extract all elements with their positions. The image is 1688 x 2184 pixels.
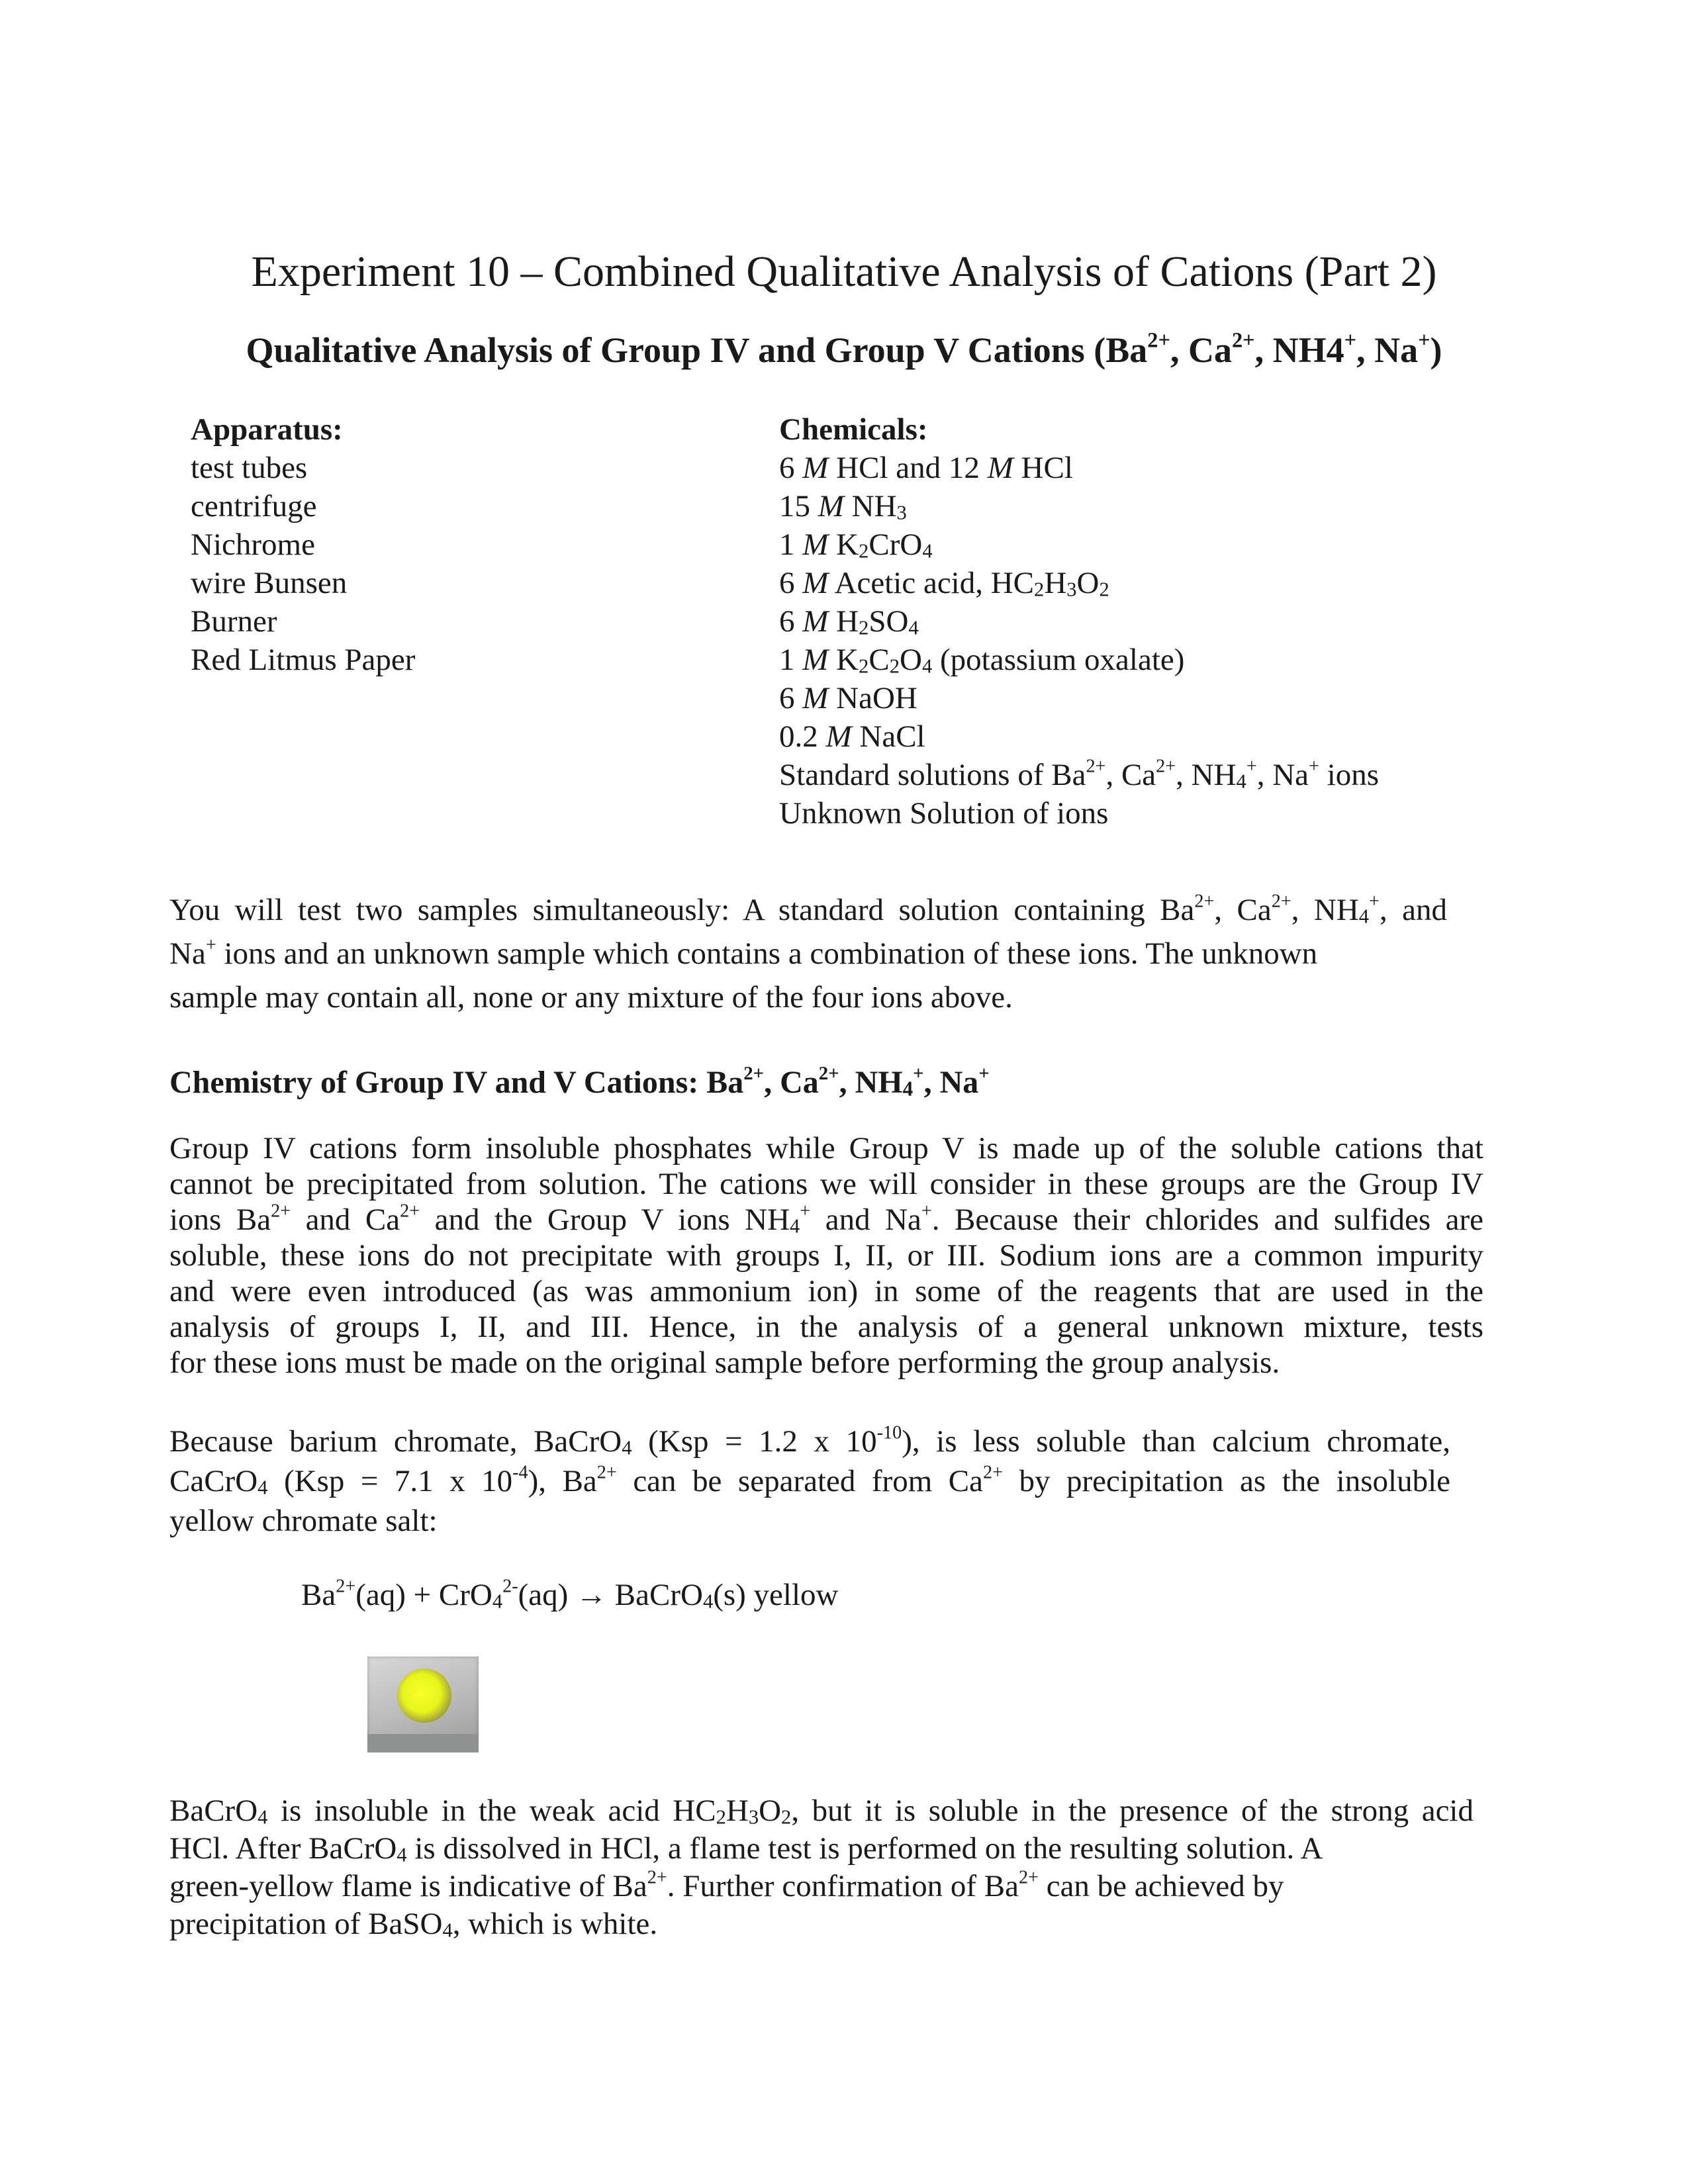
- text: Na: [169, 936, 206, 971]
- chemical-item: [779, 564, 1379, 602]
- text: ions Ba: [169, 1203, 271, 1237]
- text: O: [759, 1794, 782, 1828]
- charge: 2+: [647, 1867, 667, 1888]
- charge: +: [205, 934, 216, 956]
- subscript: 2: [716, 1805, 726, 1829]
- text: . Further confirmation of Ba: [667, 1869, 1019, 1903]
- text-line: [169, 1422, 1450, 1461]
- text-line: [169, 1461, 1450, 1501]
- chromate-paragraph: [169, 1422, 1450, 1541]
- text-line: [169, 1202, 1483, 1238]
- charge: +: [1246, 756, 1257, 777]
- charge: +: [1344, 328, 1357, 353]
- text: . Because their chlorides and sulfides are: [931, 1203, 1483, 1237]
- charge: 2+: [1018, 1867, 1039, 1888]
- text: Acetic acid, HC: [828, 566, 1035, 600]
- subscript: 2: [859, 616, 869, 639]
- apparatus-list: [191, 410, 415, 679]
- text: 6: [779, 566, 803, 600]
- molar-unit: M: [802, 527, 829, 562]
- chemical-item: [779, 679, 1379, 717]
- text: HCl. After BaCrO: [169, 1831, 397, 1866]
- yellow-precipitate-well: [397, 1668, 451, 1723]
- text: CrO: [868, 527, 923, 562]
- chemicals-heading: Chemicals:: [779, 412, 928, 447]
- subscript: 3: [1066, 578, 1077, 601]
- text: ions: [1319, 758, 1380, 792]
- text: CaCrO: [169, 1464, 258, 1498]
- subscript: 2: [1034, 578, 1045, 601]
- molar-unit: M: [802, 451, 829, 485]
- text: ), Ba: [528, 1464, 597, 1498]
- subscript: 4: [442, 1919, 453, 1942]
- charge: +: [800, 1201, 811, 1222]
- text: 1: [779, 643, 803, 677]
- charge: 2-: [502, 1576, 518, 1597]
- charge: 2+: [982, 1462, 1003, 1483]
- text-line: for these ions must be made on the original sample before performing the group analysis.: [169, 1345, 1280, 1380]
- text-line: [169, 1830, 1474, 1868]
- text: , Ca: [764, 1065, 819, 1100]
- charge: +: [1418, 328, 1430, 353]
- apparatus-item: centrifuge: [191, 489, 317, 523]
- molar-unit: M: [802, 643, 829, 677]
- chemicals-list: [779, 410, 1379, 833]
- molar-unit: M: [825, 719, 852, 754]
- text: (aq) + CrO: [355, 1578, 492, 1612]
- intro-paragraph: [169, 888, 1447, 1019]
- text-line: analysis of groups I, II, and III. Hence, in the analysis of a general unknown mixture, tests: [169, 1310, 1483, 1344]
- subscript: 2: [859, 655, 869, 678]
- yellow-precipitate-photo: [367, 1657, 479, 1752]
- text: K: [828, 643, 859, 677]
- charge: 2+: [1156, 756, 1176, 777]
- charge: +: [921, 1201, 932, 1222]
- text: is insoluble in the weak acid HC: [267, 1794, 716, 1828]
- subscript: 4: [1236, 770, 1246, 793]
- text: , NH: [1176, 758, 1237, 792]
- text: O: [1076, 566, 1100, 600]
- apparatus-item: Burner: [191, 604, 277, 639]
- text: is dissolved in HCl, a flame test is performed on the resulting solution. A: [406, 1831, 1323, 1866]
- subscript: 4: [702, 1590, 714, 1613]
- charge: 2+: [1147, 328, 1170, 353]
- spot-plate-edge: [367, 1734, 479, 1752]
- subscript: 4: [1358, 905, 1370, 928]
- chemical-item: [779, 487, 1379, 525]
- text: , NH: [839, 1065, 903, 1100]
- text: and Ca: [291, 1203, 400, 1237]
- subscript: 4: [921, 655, 933, 678]
- text: Because barium chromate, BaCrO: [169, 1424, 622, 1459]
- text: SO: [868, 604, 909, 639]
- text: green-yellow flame is indicative of Ba: [169, 1869, 647, 1903]
- text: HCl: [1013, 451, 1073, 485]
- subscript: 3: [896, 501, 907, 524]
- text: (s) yellow: [713, 1578, 839, 1612]
- subscript: 4: [908, 616, 919, 639]
- charge: 2+: [1194, 891, 1215, 912]
- charge: +: [913, 1062, 924, 1084]
- text-line: Group IV cations form insoluble phosphates while Group V is made up of the soluble cations that: [169, 1131, 1483, 1165]
- charge: 2+: [336, 1576, 356, 1597]
- subscript: 4: [622, 1436, 632, 1459]
- text: by precipitation as the insoluble: [1002, 1464, 1450, 1498]
- chemical-equation: [301, 1576, 839, 1613]
- apparatus-heading: Apparatus:: [191, 412, 343, 447]
- exponent: -4: [512, 1462, 528, 1483]
- text: can be separated from Ca: [616, 1464, 983, 1498]
- subscript: 3: [748, 1805, 759, 1829]
- charge: 2+: [1086, 756, 1106, 777]
- text: H: [828, 604, 859, 639]
- charge: +: [978, 1062, 990, 1084]
- text: 1: [779, 527, 803, 562]
- chemical-item: [779, 449, 1379, 487]
- charge: 2+: [1231, 328, 1255, 353]
- subscript: 2: [889, 655, 900, 678]
- text: 0.2: [779, 719, 826, 754]
- text: Ba: [301, 1578, 336, 1612]
- text: (potassium oxalate): [932, 643, 1185, 677]
- text: ), is less soluble than calcium chromate,: [902, 1424, 1451, 1459]
- text: , Na: [923, 1065, 979, 1100]
- exponent: -10: [876, 1422, 902, 1443]
- text: , Ca: [1105, 758, 1156, 792]
- chemical-item: Unknown Solution of ions: [779, 796, 1109, 831]
- chemical-item: [779, 602, 1379, 641]
- subscript: 4: [922, 539, 933, 563]
- text: , and: [1379, 893, 1447, 927]
- charge: 2+: [743, 1062, 765, 1084]
- chemical-item: [779, 717, 1379, 756]
- subtitle-text: Qualitative Analysis of Group IV and Group V Cations (Ba: [246, 330, 1148, 370]
- subtitle-text: , Na: [1356, 330, 1419, 370]
- text: O: [900, 643, 922, 677]
- text: , but it is soluble in the presence of the strong acid: [791, 1794, 1474, 1828]
- page-title: Experiment 10 – Combined Qualitative Analysis of Cations (Part 2): [251, 248, 1437, 296]
- text: C: [868, 643, 890, 677]
- text: K: [828, 527, 859, 562]
- text: 15: [779, 489, 818, 523]
- text: and Na: [810, 1203, 921, 1237]
- molar-unit: M: [802, 681, 829, 715]
- subscript: 4: [258, 1805, 268, 1829]
- text: (Ksp = 1.2 x 10: [632, 1424, 877, 1459]
- subtitle: [0, 328, 1688, 370]
- text: NH: [843, 489, 897, 523]
- text-line: yellow chromate salt:: [169, 1504, 438, 1538]
- charge: +: [1369, 891, 1380, 912]
- subscript: 4: [258, 1476, 268, 1499]
- group-paragraph: [169, 1130, 1483, 1381]
- text: , Ca: [1214, 893, 1272, 927]
- text-line: soluble, these ions do not precipitate with groups I, II, or III. Sodium ions are a common impurity: [169, 1238, 1483, 1273]
- molar-unit: M: [818, 489, 844, 523]
- subscript: 2: [859, 539, 869, 563]
- text: (Ksp = 7.1 x 10: [267, 1464, 513, 1498]
- text: Chemistry of Group IV and V Cations: Ba: [169, 1065, 744, 1100]
- text: , NH: [1291, 893, 1359, 927]
- chemical-item: [779, 641, 1379, 679]
- text: H: [726, 1794, 749, 1828]
- subscript: 2: [781, 1805, 792, 1829]
- text-line: cannot be precipitated from solution. The cations we will consider in these groups are the Group IV: [169, 1167, 1483, 1201]
- charge: 2+: [1271, 891, 1291, 912]
- text-line: [169, 888, 1447, 932]
- apparatus-item: test tubes: [191, 451, 308, 485]
- apparatus-item: Nichrome: [191, 527, 315, 562]
- text: 6: [779, 681, 803, 715]
- charge: 2+: [400, 1201, 420, 1222]
- molar-unit: M: [987, 451, 1013, 485]
- text-line: and were even introduced (as was ammonium ion) in some of the reagents that are used in the: [169, 1274, 1483, 1308]
- charge: 2+: [818, 1062, 839, 1084]
- text: precipitation of BaSO: [169, 1907, 443, 1941]
- text: and the Group V ions NH: [420, 1203, 790, 1237]
- subscript: 4: [397, 1843, 407, 1866]
- subscript: 4: [790, 1214, 800, 1238]
- subtitle-text: , NH4: [1254, 330, 1344, 370]
- molar-unit: M: [802, 566, 829, 600]
- subtitle-text: , Ca: [1170, 330, 1232, 370]
- charge: 2+: [271, 1201, 291, 1222]
- text: 6: [779, 604, 803, 639]
- final-paragraph: [169, 1792, 1474, 1943]
- text: You will test two samples simultaneously: A standard solution containing Ba: [169, 893, 1195, 927]
- text: Standard solutions of Ba: [779, 758, 1086, 792]
- text: , which is white.: [452, 1907, 658, 1941]
- section-heading: [169, 1062, 990, 1101]
- subscript: 4: [492, 1590, 503, 1613]
- text: 6: [779, 451, 803, 485]
- charge: 2+: [596, 1462, 617, 1483]
- text: (aq) → BaCrO: [518, 1578, 703, 1612]
- text: BaCrO: [169, 1794, 258, 1828]
- text: HCl and 12: [828, 451, 988, 485]
- chemical-item: [779, 525, 1379, 564]
- text: ions and an unknown sample which contains a combination of these ions. The unknown: [216, 936, 1318, 971]
- charge: +: [1309, 756, 1319, 777]
- text: NaCl: [851, 719, 925, 754]
- text-line: [169, 1792, 1474, 1830]
- subscript: 2: [1099, 578, 1109, 601]
- text-line: [169, 1905, 1474, 1943]
- subtitle-text: ): [1430, 330, 1442, 370]
- chemical-item: [779, 756, 1379, 794]
- text: , Na: [1256, 758, 1309, 792]
- text-line: [169, 932, 1447, 976]
- text-line: [169, 1868, 1474, 1905]
- apparatus-item: Red Litmus Paper: [191, 643, 416, 677]
- text: can be achieved by: [1038, 1869, 1284, 1903]
- text: H: [1044, 566, 1067, 600]
- text: NaOH: [828, 681, 917, 715]
- molar-unit: M: [802, 604, 829, 639]
- text-line: sample may contain all, none or any mixture of the four ions above.: [169, 980, 1013, 1015]
- subscript: 4: [902, 1077, 914, 1101]
- apparatus-item: wire Bunsen: [191, 566, 348, 600]
